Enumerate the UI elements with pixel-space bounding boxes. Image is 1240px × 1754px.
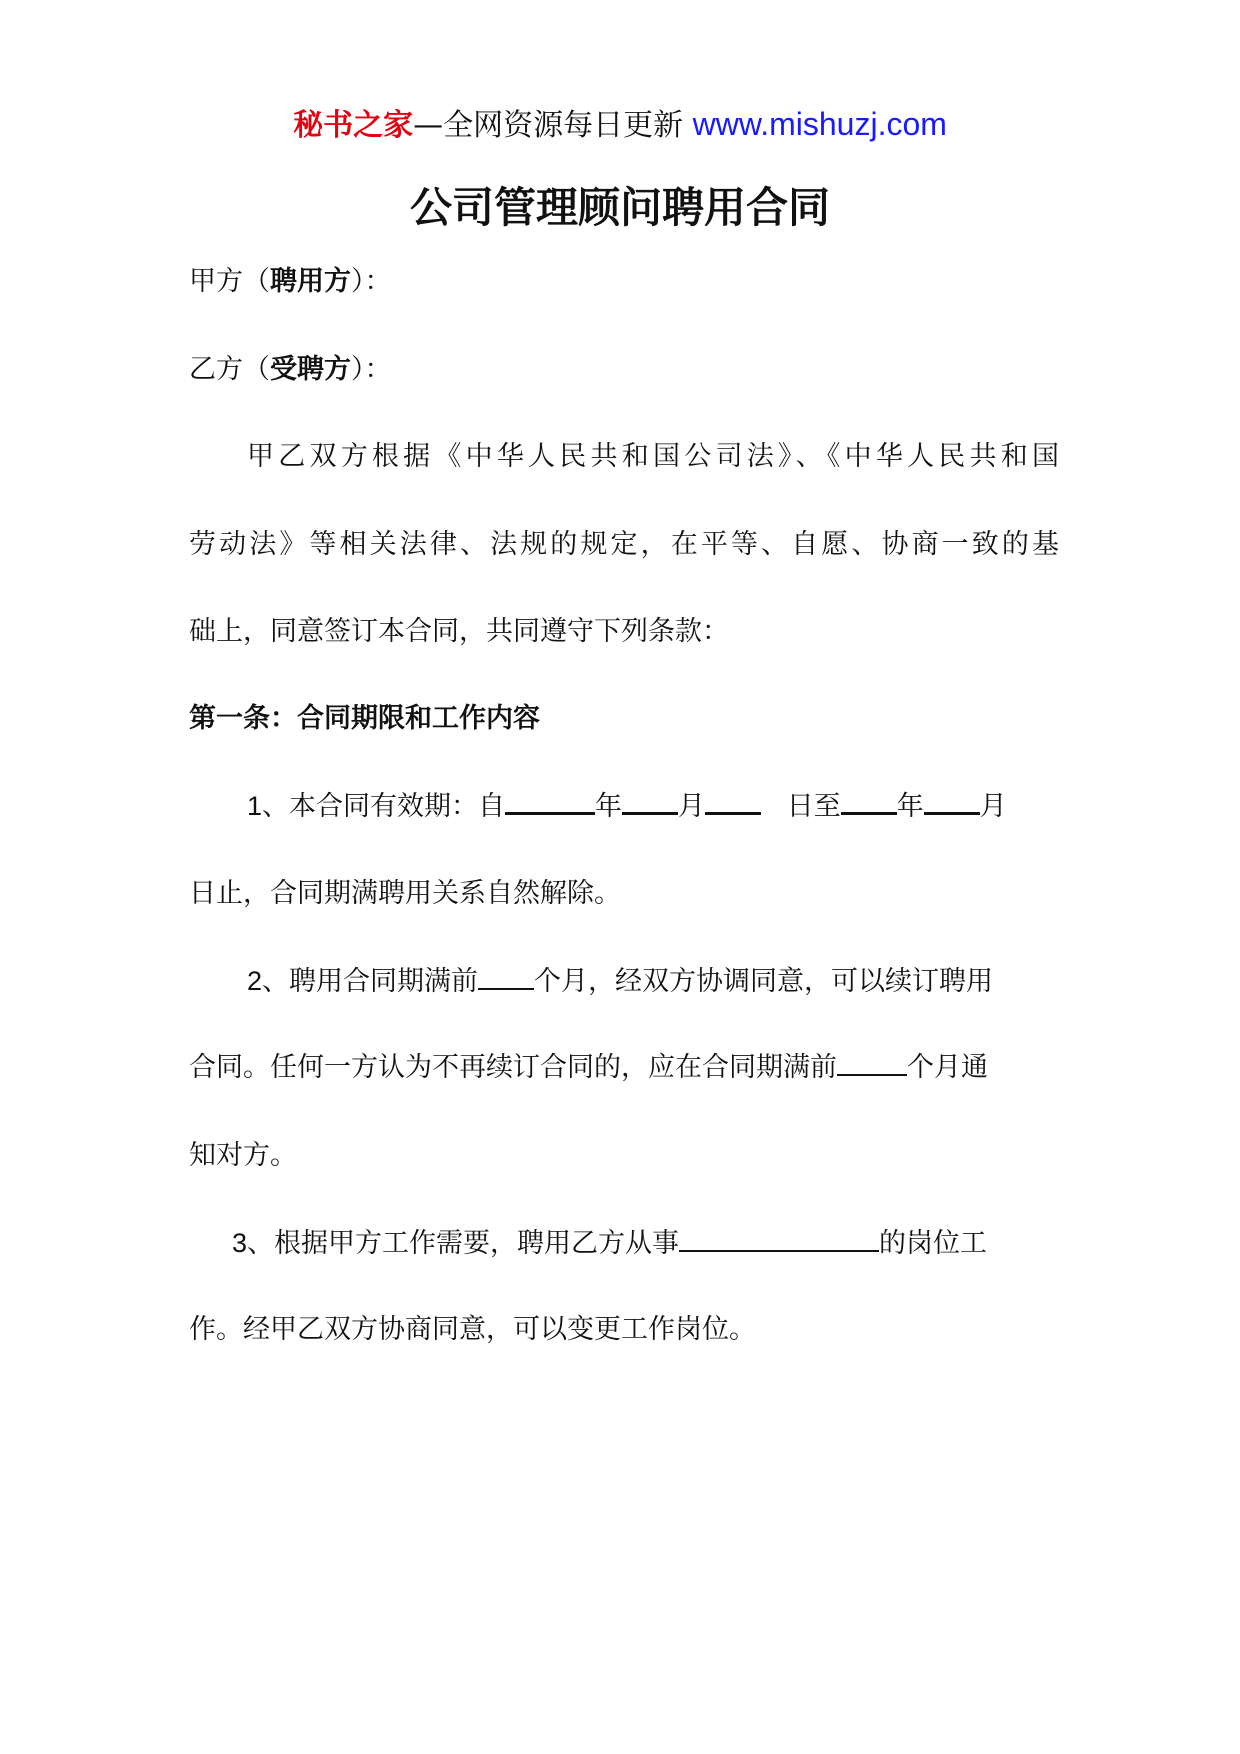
clause-3-text-b: 的岗位工 [879, 1228, 988, 1259]
clause-2-text-b: 个月，经双方协调同意，可以续订聘用 [534, 966, 994, 997]
clause-2-text-d: 个月通 [907, 1052, 988, 1083]
clause-3-line-2: 作。经甲乙双方协商同意，可以变更工作岗位。 [189, 1314, 756, 1345]
clause-1-line-1 [247, 786, 1059, 827]
brand-name: 秘书之家 [293, 108, 414, 143]
header-tagline: —全网资源每日更新 [413, 108, 693, 143]
start-month-label: 月 [678, 791, 706, 822]
party-a-line [189, 262, 1059, 302]
start-year-label: 年 [595, 791, 623, 822]
preamble-line-2: 劳动法》等相关法律、法规的规定，在平等、自愿、协商一致的基 [189, 529, 1059, 560]
party-a-role: 聘用方 [270, 266, 351, 297]
clause-1-number: 1 [247, 791, 263, 821]
preamble-line-1: 甲乙双方根据《中华人民共和国公司法》、《中华人民共和国 [247, 441, 1059, 472]
clause-2-number: 2 [247, 966, 263, 996]
clause-1-text: 、本合同有效期：自 [262, 791, 506, 822]
clause-3-number: 3 [232, 1228, 248, 1258]
site-url-link[interactable]: www.mishuzj.com [692, 106, 947, 142]
clause-3-text-a: 、根据甲方工作需要，聘用乙方从事 [247, 1228, 680, 1259]
clause-2-line-2 [189, 1048, 1059, 1088]
party-a-label: 甲方（ [189, 266, 270, 297]
start-day-blank[interactable] [705, 788, 761, 815]
clause-1-line-2: 日止，合同期满聘用关系自然解除。 [189, 878, 621, 909]
notice-months-blank[interactable] [837, 1050, 907, 1076]
end-month-blank[interactable] [924, 788, 980, 815]
document-title: 公司管理顾问聘用合同 [409, 183, 830, 232]
party-a-colon: ）： [351, 266, 392, 297]
end-year-label: 年 [896, 791, 924, 822]
start-month-blank[interactable] [622, 788, 678, 815]
site-header [0, 100, 1240, 150]
party-b-colon: ）： [351, 354, 392, 385]
start-year-blank[interactable] [505, 788, 595, 815]
clause-2-line-1 [247, 961, 1059, 1002]
end-month-label: 月 [979, 791, 1007, 822]
position-blank[interactable] [679, 1226, 879, 1252]
renewal-months-blank[interactable] [478, 964, 534, 990]
article-1-heading: 第一条：合同期限和工作内容 [189, 703, 540, 734]
party-b-label: 乙方（ [189, 354, 270, 385]
preamble-line-3: 础上，同意签订本合同，共同遵守下列条款： [189, 616, 729, 647]
party-b-role: 受聘方 [270, 354, 351, 385]
clause-3-line-1 [232, 1223, 1059, 1264]
clause-2-text-a: 、聘用合同期满前 [262, 966, 479, 997]
party-b-line [189, 350, 1059, 390]
clause-2-text-c: 合同。任何一方认为不再续订合同的，应在合同期满前 [189, 1052, 837, 1083]
end-year-blank[interactable] [841, 788, 897, 815]
day-to-label: 日至 [786, 791, 841, 822]
clause-2-line-3: 知对方。 [189, 1140, 297, 1171]
